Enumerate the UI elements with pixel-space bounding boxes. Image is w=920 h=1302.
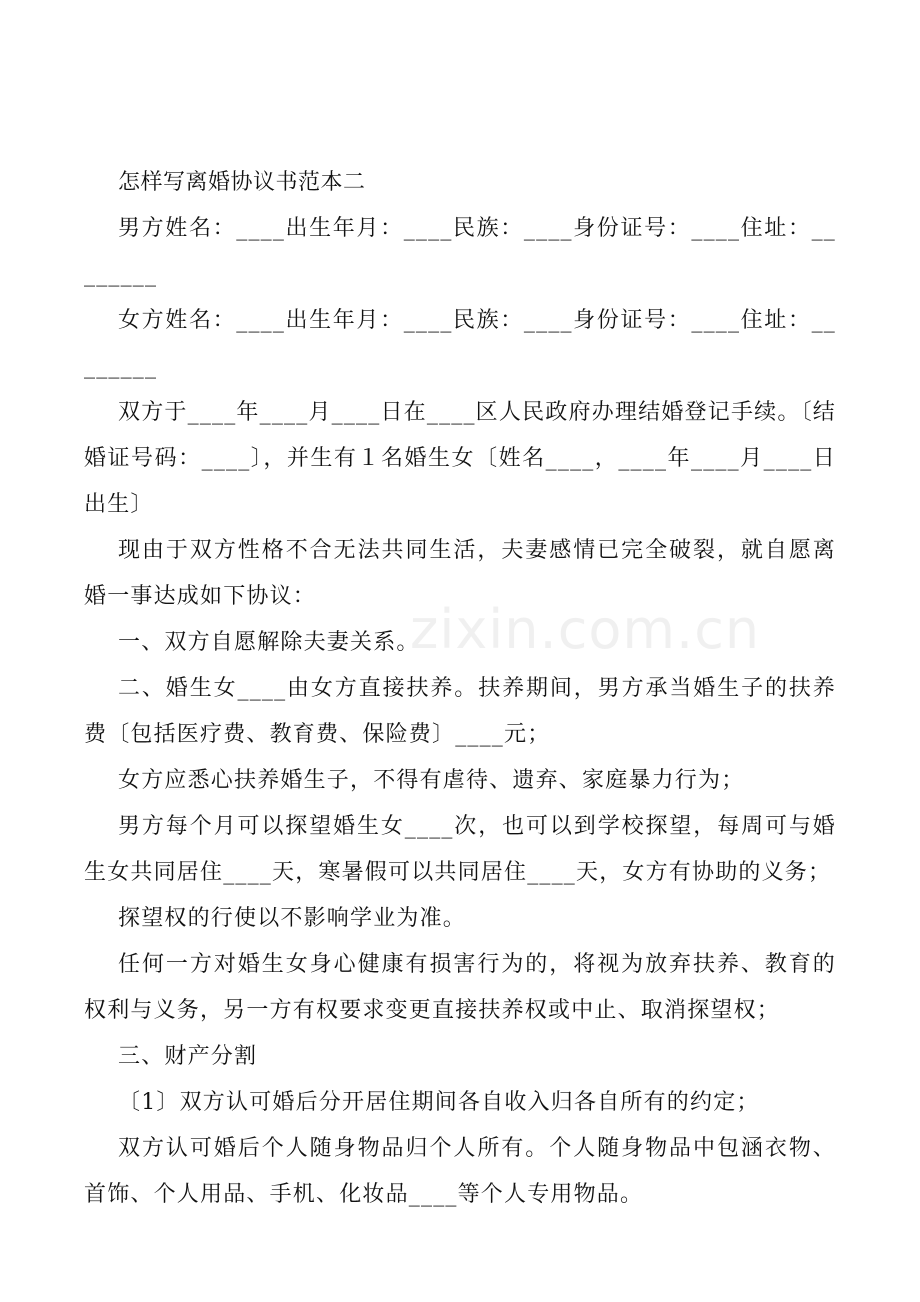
property-item-one: 〔1〕双方认可婚后分开居住期间各自收入归各自所有的约定； — [118, 1090, 760, 1115]
document-title: 怎样写离婚协议书范本二 — [118, 170, 366, 195]
document-body — [84, 160, 836, 1218]
visitation-rule-paragraph: 探望权的行使以不影响学业为准。 — [118, 906, 467, 931]
visitation-paragraph: 男方每个月可以探望婚生女____次，也可以到学校探望，每周可与婚生女共同居住____天，寒暑假可以共同居住____天，女方有协助的义务； — [84, 814, 836, 885]
watermark: zixin.com.cn — [410, 598, 761, 661]
marriage-registration-paragraph: 双方于____年____月____日在____区人民政府办理结婚登记手续。〔结婚证号码：____〕，并生有１名婚生女〔姓名____，____年____月____日出生〕 — [84, 400, 836, 517]
clause-one: 一、双方自愿解除夫妻关系。 — [118, 630, 420, 655]
divorce-reason-paragraph: 现由于双方性格不合无法共同生活，夫妻感情已完全破裂，就自愿离婚一事达成如下协议： — [84, 538, 836, 609]
clause-three-heading: 三、财产分割 — [118, 1044, 258, 1069]
male-info-line: 男方姓名：____出生年月：____民族：____身份证号：____住址：________ — [84, 216, 836, 287]
personal-items-paragraph: 双方认可婚后个人随身物品归个人所有。个人随身物品中包涵衣物、首饰、个人用品、手机、化妆品____等个人专用物品。 — [84, 1136, 836, 1207]
female-care-paragraph: 女方应悉心扶养婚生子，不得有虐待、遗弃、家庭暴力行为； — [118, 768, 745, 793]
clause-two: 二、婚生女____由女方直接扶养。扶养期间，男方承当婚生子的扶养费〔包括医疗费、教育费、保险费〕____元； — [84, 676, 836, 747]
female-info-line: 女方姓名：____出生年月：____民族：____身份证号：____住址：________ — [84, 308, 836, 379]
harm-clause-paragraph: 任何一方对婚生女身心健康有损害行为的，将视为放弃扶养、教育的权利与义务，另一方有权要求变更直接扶养权或中止、取消探望权； — [84, 952, 836, 1023]
